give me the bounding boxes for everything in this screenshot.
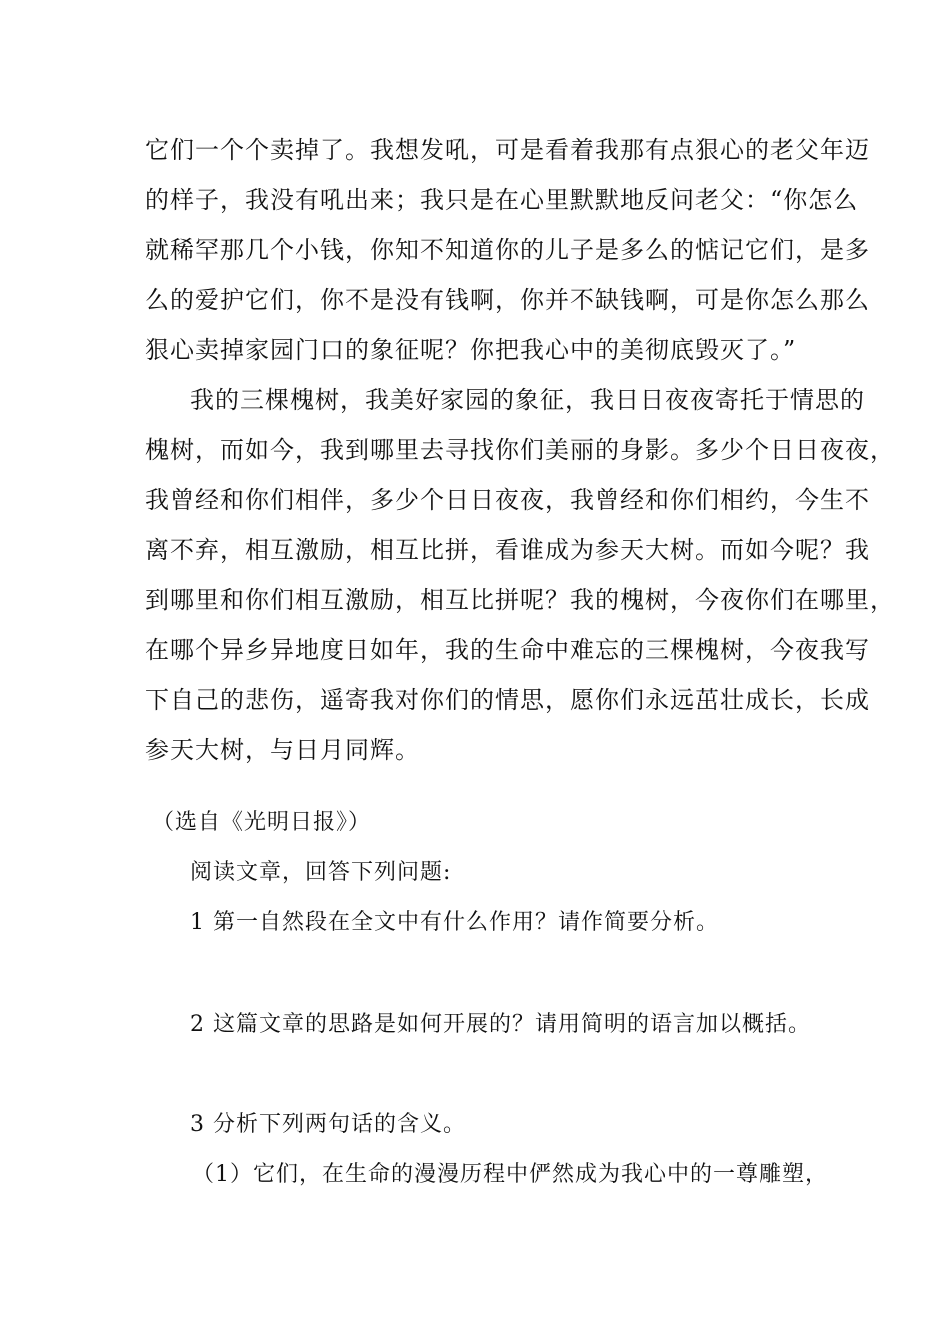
paragraph1-line-2: 的样子，我没有吼出来；我只是在心里默默地反问老父：“你怎么 <box>145 186 859 214</box>
source-citation: （选自《光明日报》） <box>152 810 372 835</box>
sub-question-1: （1）它们，在生命的漫漫历程中俨然成为我心中的一尊雕塑， <box>192 1162 828 1187</box>
paragraph2-line-5: 到哪里和你们相互激励，相互比拼呢？我的槐树，今夜你们在哪里， <box>145 586 895 614</box>
paragraph2-line-4: 离不弃，相互激励，相互比拼，看谁成为参天大树。而如今呢？我 <box>145 536 870 564</box>
paragraph2-line-3: 我曾经和你们相伴，多少个日日夜夜，我曾经和你们相约，今生不 <box>145 486 870 514</box>
instruction-text: 阅读文章，回答下列问题: <box>190 860 452 885</box>
paragraph1-line-3: 就稀罕那几个小钱，你知不知道你的儿子是多么的惦记它们，是多 <box>145 236 870 264</box>
paragraph2-line-8: 参天大树，与日月同辉。 <box>145 736 420 764</box>
paragraph2-line-7: 下自己的悲伤，遥寄我对你们的情思，愿你们永远茁壮成长，长成 <box>145 686 870 714</box>
question-2: 2 这篇文章的思路是如何开展的？请用简明的语言加以概括。 <box>190 1012 811 1037</box>
paragraph2-line-1: 我的三棵槐树，我美好家园的象征，我日日夜夜寄托于情思的 <box>190 386 865 414</box>
question-1: 1 第一自然段在全文中有什么作用？请作简要分析。 <box>190 910 719 935</box>
paragraph1-line-5: 狠心卖掉家园门口的象征呢？你把我心中的美彻底毁灭了。” <box>145 336 797 364</box>
question-3: 3 分析下列两句话的含义。 <box>190 1112 466 1137</box>
paragraph1-line-4: 么的爱护它们，你不是没有钱啊，你并不缺钱啊，可是你怎么那么 <box>145 286 870 314</box>
paragraph2-line-2: 槐树，而如今，我到哪里去寻找你们美丽的身影。多少个日日夜夜， <box>145 436 895 464</box>
paragraph1-line-1: 它们一个个卖掉了。我想发吼，可是看着我那有点狠心的老父年迈 <box>145 136 870 164</box>
paragraph2-line-6: 在哪个异乡异地度日如年，我的生命中难忘的三棵槐树，今夜我写 <box>145 636 870 664</box>
